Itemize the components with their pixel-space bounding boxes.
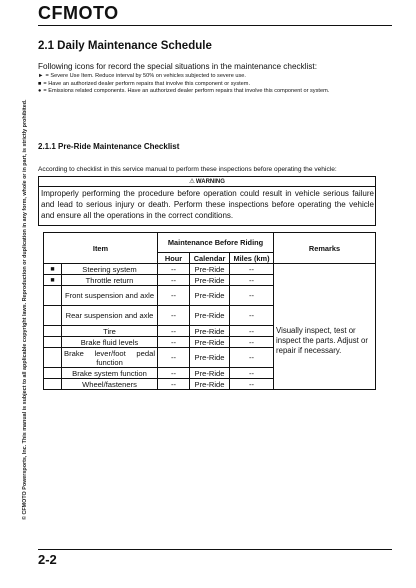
- row-hour: --: [158, 264, 190, 275]
- row-item: Throttle return: [62, 275, 158, 286]
- warning-label: WARNING: [195, 179, 225, 185]
- row-item: Steering system: [62, 264, 158, 275]
- intro-text: Following icons for record the special situations in the maintenance checklist:: [38, 62, 317, 71]
- header-maintenance: Maintenance Before Riding: [158, 233, 274, 253]
- row-item: Brake system function: [62, 368, 158, 379]
- row-mark: [44, 379, 62, 390]
- legend-text: = Emissions related components. Have an authorized dealer perform repairs that involve this component or system.: [43, 88, 330, 94]
- legend-item: [38, 81, 329, 89]
- row-item: Tire: [62, 326, 158, 337]
- header-item: Item: [44, 233, 158, 264]
- row-calendar: Pre-Ride: [190, 306, 230, 326]
- row-hour: --: [158, 379, 190, 390]
- row-hour: --: [158, 368, 190, 379]
- row-hour: --: [158, 337, 190, 348]
- legend: [38, 73, 329, 96]
- row-calendar: Pre-Ride: [190, 275, 230, 286]
- legend-item: [38, 73, 329, 81]
- triangle-right-icon: ►: [38, 73, 44, 79]
- row-mark: [44, 337, 62, 348]
- page-number: 2-2: [38, 552, 57, 567]
- header-rule: [38, 25, 392, 26]
- row-miles: --: [230, 286, 274, 306]
- row-mark: [44, 348, 62, 368]
- row-calendar: Pre-Ride: [190, 379, 230, 390]
- legend-item: [38, 88, 329, 96]
- row-miles: --: [230, 306, 274, 326]
- row-item: Brake lever/foot pedal function: [62, 348, 158, 368]
- square-icon: ■: [38, 80, 42, 87]
- row-miles: --: [230, 348, 274, 368]
- row-item: Brake fluid levels: [62, 337, 158, 348]
- row-miles: --: [230, 337, 274, 348]
- row-item: Front suspension and axle: [62, 286, 158, 306]
- row-mark: [44, 286, 62, 306]
- row-hour: --: [158, 275, 190, 286]
- row-miles: --: [230, 368, 274, 379]
- row-calendar: Pre-Ride: [190, 337, 230, 348]
- row-hour: --: [158, 348, 190, 368]
- table-row: [44, 264, 376, 275]
- header-calendar: Calendar: [190, 253, 230, 264]
- row-calendar: Pre-Ride: [190, 348, 230, 368]
- row-mark: [44, 326, 62, 337]
- row-hour: --: [158, 326, 190, 337]
- warning-icon: ⚠: [189, 178, 195, 185]
- legend-text: = Severe Use Item. Reduce interval by 50% on vehicles subjected to severe use.: [45, 73, 246, 79]
- row-item: Rear suspension and axle: [62, 306, 158, 326]
- footer-rule: [38, 549, 392, 550]
- warning-box: [38, 176, 376, 226]
- row-calendar: Pre-Ride: [190, 264, 230, 275]
- row-miles: --: [230, 264, 274, 275]
- copyright-side-note: © CFMOTO Powersports, Inc. This manual is subject to all applicable copyright laws. Reproduction or duplication in any form, whole or in part, is strictly prohibited.: [22, 99, 28, 520]
- row-miles: --: [230, 275, 274, 286]
- legend-text: = Have an authorized dealer perform repairs that involve this component or system.: [43, 80, 250, 87]
- row-mark: [44, 368, 62, 379]
- row-item: Wheel/fasteners: [62, 379, 158, 390]
- dealer-square-icon: ■: [44, 275, 62, 286]
- row-calendar: Pre-Ride: [190, 286, 230, 306]
- row-miles: --: [230, 326, 274, 337]
- header-miles: Miles (km): [230, 253, 274, 264]
- maintenance-table: [43, 232, 376, 390]
- row-hour: --: [158, 306, 190, 326]
- brand-title: CFMOTO: [38, 3, 119, 23]
- row-hour: --: [158, 286, 190, 306]
- circle-icon: ●: [38, 88, 42, 94]
- row-calendar: Pre-Ride: [190, 368, 230, 379]
- row-mark: [44, 306, 62, 326]
- warning-text: Improperly performing the procedure before operation could result in vehicle serious failure and lead to serious injury or death. Perform these inspections before operating the vehicle and ensure all the operations in the correct conditions.: [41, 189, 374, 220]
- warning-header: [39, 177, 375, 187]
- section-title: 2.1 Daily Maintenance Schedule: [38, 40, 212, 52]
- remarks-cell: Visually inspect, test or inspect the parts. Adjust or repair if necessary.: [274, 264, 376, 390]
- subsection-title: 2.1.1 Pre-Ride Maintenance Checklist: [38, 142, 180, 151]
- header-hour: Hour: [158, 253, 190, 264]
- dealer-square-icon: ■: [44, 264, 62, 275]
- row-calendar: Pre-Ride: [190, 326, 230, 337]
- row-miles: --: [230, 379, 274, 390]
- header-remarks: Remarks: [274, 233, 376, 264]
- checklist-note: According to checklist in this service manual to perform these inspections before operating the vehicle:: [38, 166, 337, 173]
